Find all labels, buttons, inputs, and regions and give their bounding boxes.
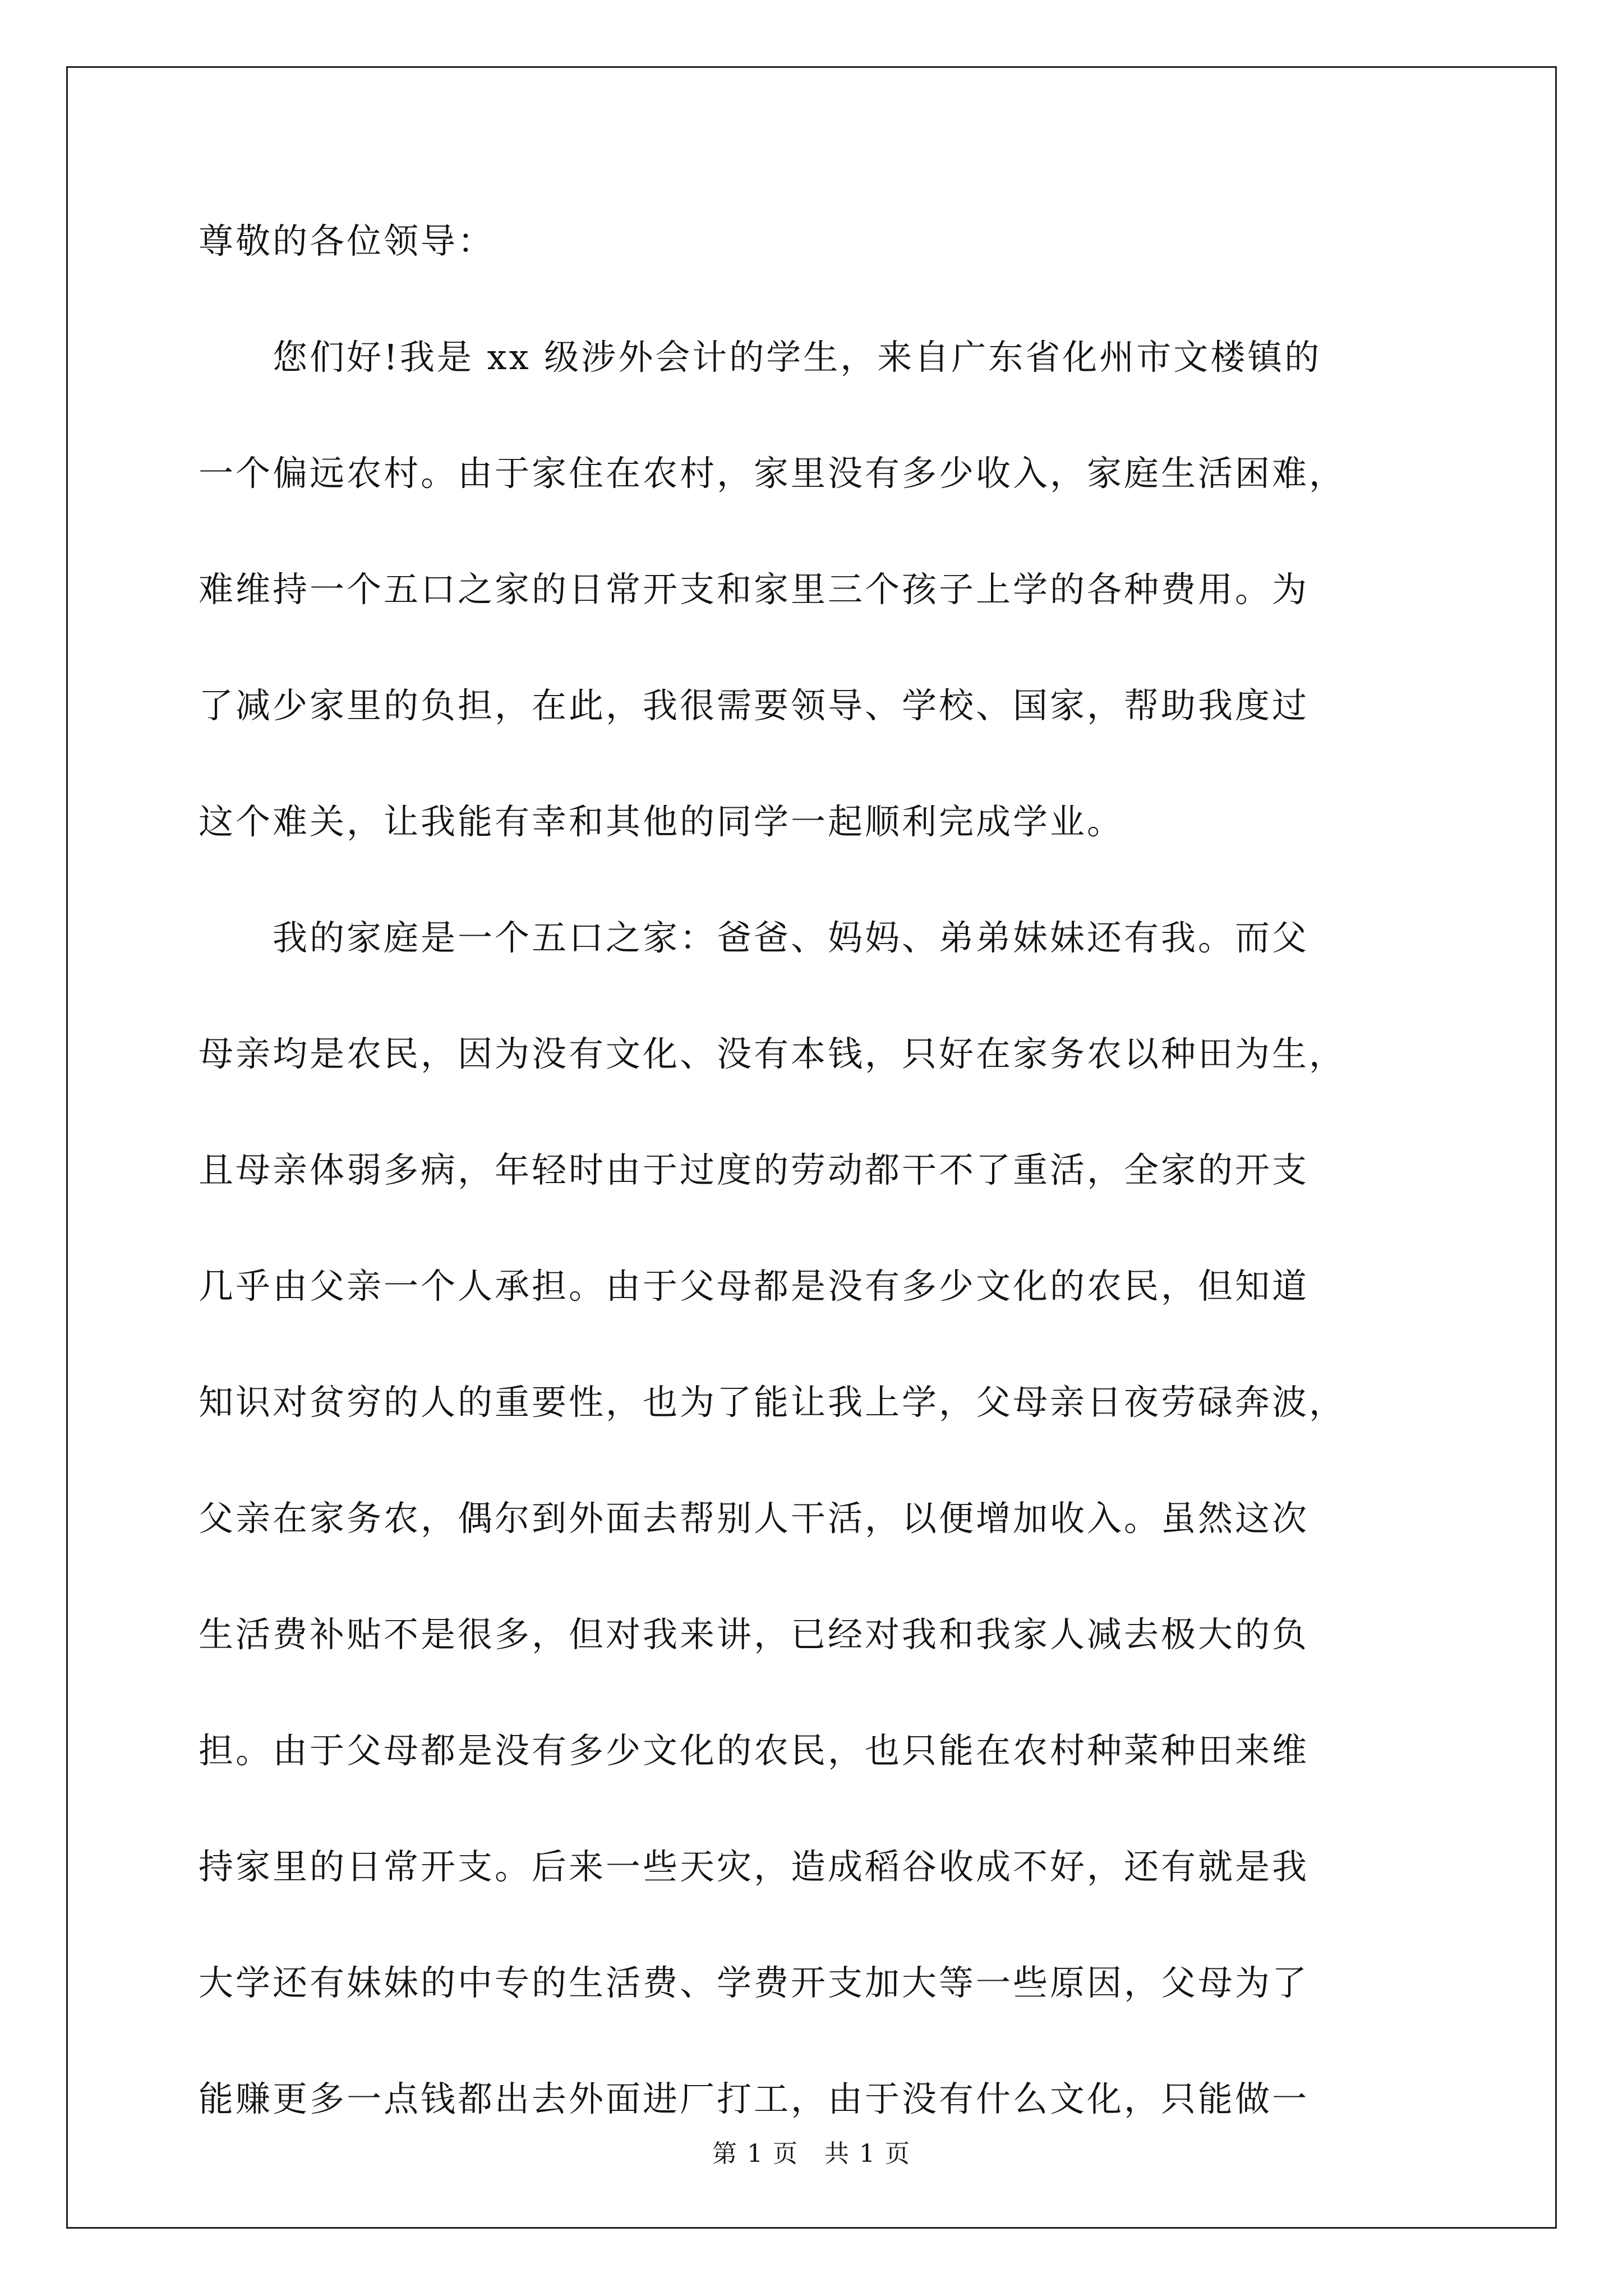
text-line: 您们好!我是 xx 级涉外会计的学生，来自广东省化州市文楼镇的 xyxy=(199,337,1322,378)
text-line: 担。由于父母都是没有多少文化的农民，也只能在农村种菜种田来维 xyxy=(199,1730,1310,1771)
text-line: 几乎由父亲一个人承担。由于父母都是没有多少文化的农民，但知道 xyxy=(199,1266,1310,1306)
text-line: 我的家庭是一个五口之家：爸爸、妈妈、弟弟妹妹还有我。而父 xyxy=(199,917,1310,958)
text-line: 难维持一个五口之家的日常开支和家里三个孩子上学的各种费用。为 xyxy=(199,569,1310,610)
text-line: 大学还有妹妹的中专的生活费、学费开支加大等一些原因，父母为了 xyxy=(199,1962,1310,2003)
text-line: 了减少家里的负担，在此，我很需要领导、学校、国家，帮助我度过 xyxy=(199,685,1310,726)
text-line: 能赚更多一点钱都出去外面进厂打工，由于没有什么文化，只能做一 xyxy=(199,2078,1310,2119)
text-line: 这个难关，让我能有幸和其他的同学一起顺利完成学业。 xyxy=(199,801,1124,842)
page-number-footer: 第 1 页 共 1 页 xyxy=(712,2139,911,2168)
text-line: 知识对贫穷的人的重要性，也为了能让我上学，父母亲日夜劳碌奔波， xyxy=(199,1382,1347,1423)
text-line: 父亲在家务农，偶尔到外面去帮别人干活，以便增加收入。虽然这次 xyxy=(199,1498,1310,1539)
text-line: 持家里的日常开支。后来一些天灾，造成稻谷收成不好，还有就是我 xyxy=(199,1846,1310,1887)
text-line: 且母亲体弱多病，年轻时由于过度的劳动都干不了重活，全家的开支 xyxy=(199,1149,1310,1190)
text-line: 一个偏远农村。由于家住在农村，家里没有多少收入，家庭生活困难， xyxy=(199,453,1347,494)
salutation-line: 尊敬的各位领导： xyxy=(199,220,495,261)
text-line: 母亲均是农民，因为没有文化、没有本钱，只好在家务农以种田为生， xyxy=(199,1033,1347,1074)
text-line: 生活费补贴不是很多，但对我来讲，已经对我和我家人减去极大的负 xyxy=(199,1614,1310,1655)
